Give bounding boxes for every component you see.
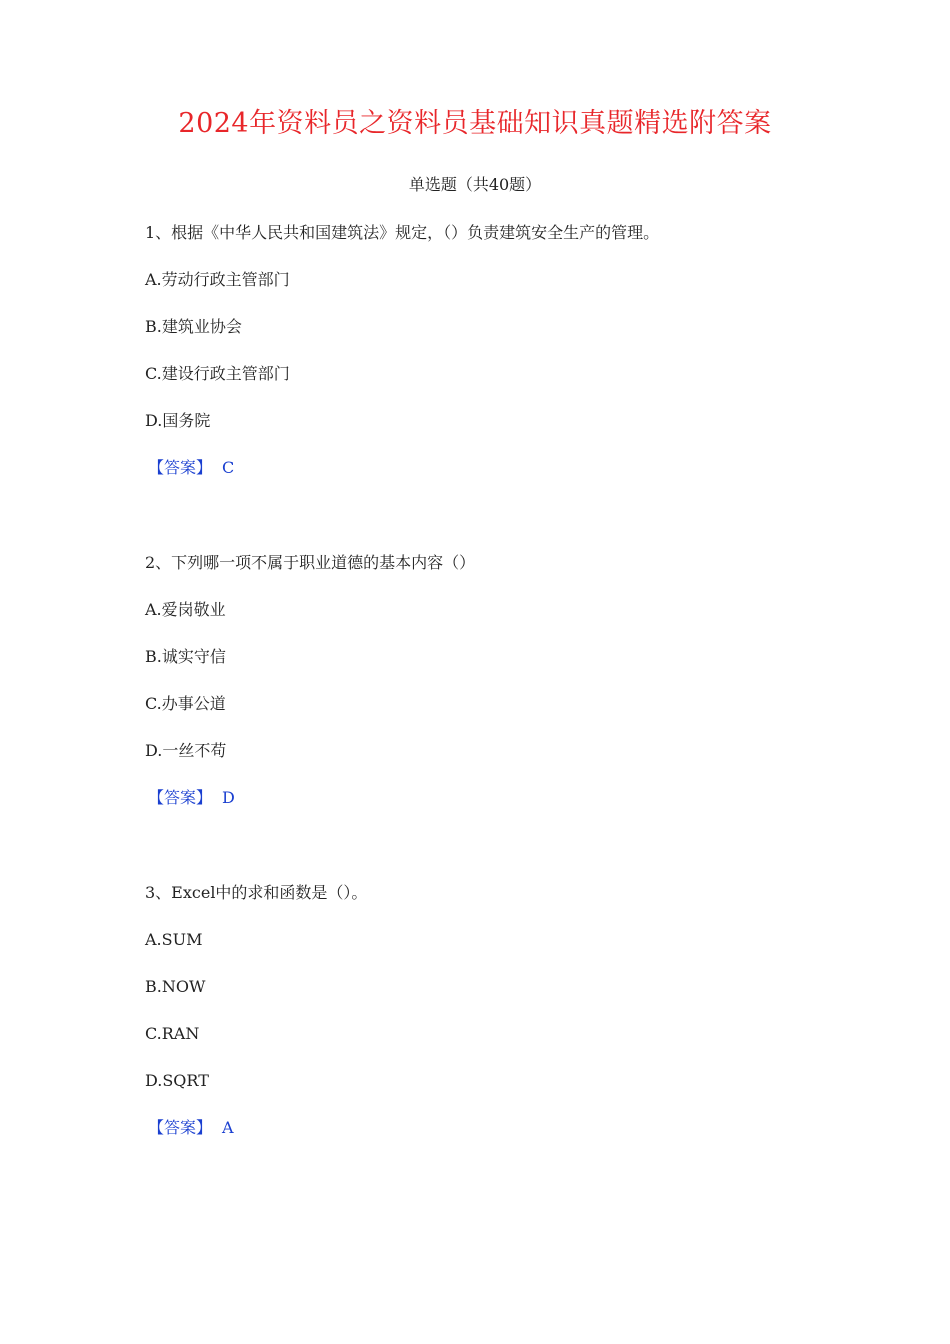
question-stem: 1、根据《中华人民共和国建筑法》规定，（）负责建筑安全生产的管理。 [145, 223, 660, 242]
answer-value: A [222, 1118, 234, 1137]
document-title: 2024年资料员之资料员基础知识真题精选附答案 [178, 108, 772, 139]
answer-value: C [222, 458, 235, 477]
question-stem: 2、下列哪一项不属于职业道德的基本内容（） [145, 553, 476, 572]
option-a: A.爱岗敬业 [145, 600, 226, 619]
option-c: C.办事公道 [145, 694, 226, 713]
option-b: B.NOW [145, 977, 206, 996]
question-stem: 3、Excel中的求和函数是（）。 [145, 883, 368, 902]
option-b: B.诚实守信 [145, 647, 226, 666]
section-heading: 单选题（共40题） [408, 175, 542, 194]
option-b: B.建筑业协会 [145, 317, 242, 336]
answer-label: 【答案】 [148, 458, 213, 477]
answer-value: D [222, 788, 235, 807]
option-c: C.RAN [145, 1024, 200, 1043]
option-a: A.SUM [145, 930, 203, 949]
option-c: C.建设行政主管部门 [145, 364, 290, 383]
answer-line [148, 455, 234, 481]
answer-label: 【答案】 [148, 1118, 213, 1137]
option-d: D.国务院 [145, 411, 211, 430]
answer-line [148, 785, 235, 811]
option-a: A.劳动行政主管部门 [145, 270, 290, 289]
option-d: D.一丝不苟 [145, 741, 227, 760]
option-d: D.SQRT [145, 1071, 209, 1090]
answer-line [148, 1115, 234, 1141]
answer-label: 【答案】 [148, 788, 213, 807]
